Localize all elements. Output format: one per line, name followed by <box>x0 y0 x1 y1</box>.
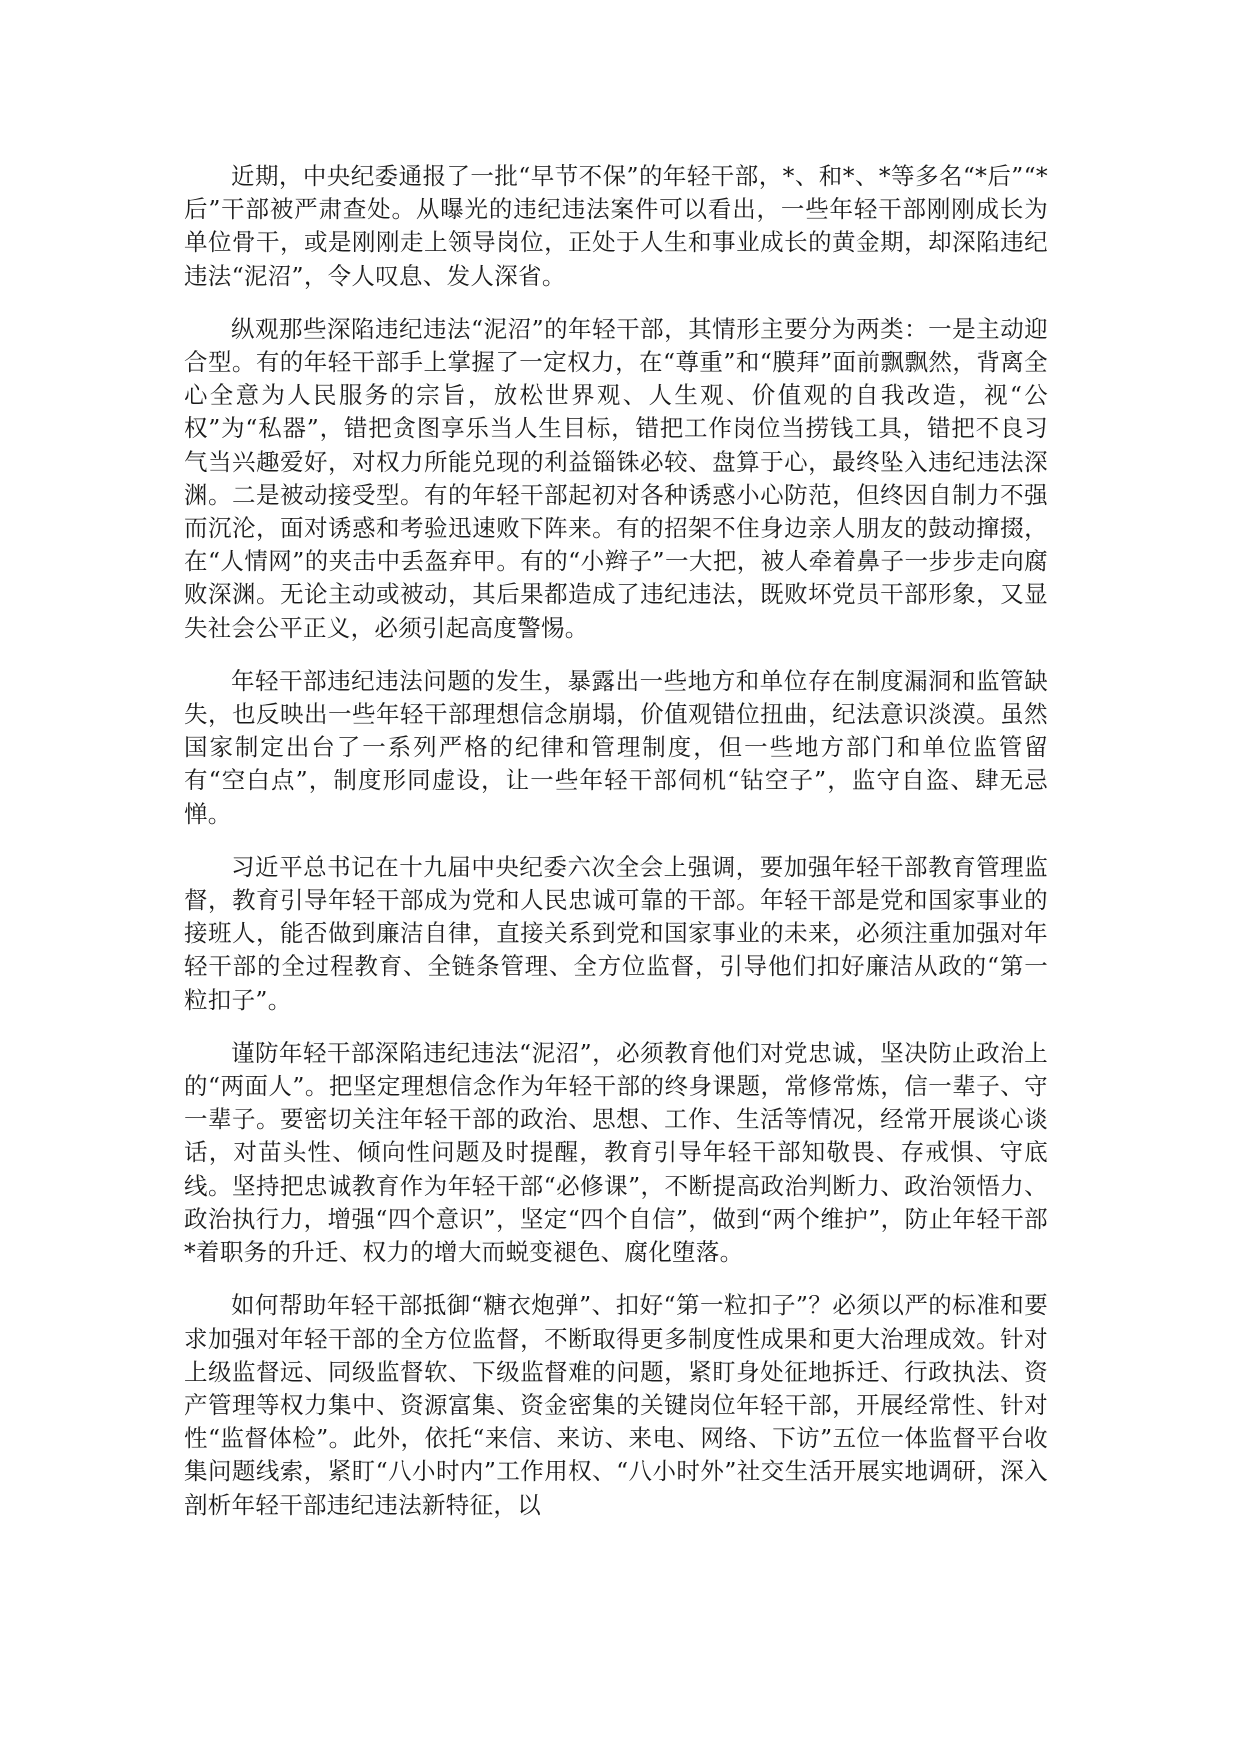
paragraph-2: 纵观那些深陷违纪违法“泥沼”的年轻干部，其情形主要分为两类：一是主动迎合型。有的年轻干部手上掌握了一定权力，在“尊重”和“膜拜”面前飘飘然，背离全心全意为人民服务的宗旨，放松世界观、人生观、价值观的自我改造，视“公权”为“私器”，错把贪图享乐当人生目标，错把工作岗位当捞钱工具，错把不良习气当兴趣爱好，对权力所能兑现的利益锱铢必较、盘算于心，最终坠入违纪违法深渊。二是被动接受型。有的年轻干部起初对各种诱惑小心防范，但终因自制力不强而沉沦，面对诱惑和考验迅速败下阵来。有的招架不住身边亲人朋友的鼓动撺掇，在“人情网”的夹击中丢盔弃甲。有的“小辫子”一大把，被人牵着鼻子一步步走向腐败深渊。无论主动或被动，其后果都造成了违纪违法，既败坏党员干部形象，又显失社会公平正义，必须引起高度警惕。 <box>184 314 1048 642</box>
document-body <box>184 160 1048 1542</box>
paragraph-3: 年轻干部违纪违法问题的发生，暴露出一些地方和单位存在制度漏洞和监管缺失，也反映出一些年轻干部理想信念崩塌，价值观错位扭曲，纪法意识淡漠。虽然国家制定出台了一系列严格的纪律和管理制度，但一些地方部门和单位监管留有“空白点”，制度形同虚设，让一些年轻干部伺机“钻空子”，监守自盗、肆无忌惮。 <box>184 666 1048 828</box>
paragraph-1: 近期，中央纪委通报了一批“早节不保”的年轻干部，*、和*、*等多名“*后”“*后”干部被严肃查处。从曝光的违纪违法案件可以看出，一些年轻干部刚刚成长为单位骨干，或是刚刚走上领导岗位，正处于人生和事业成长的黄金期，却深陷违纪违法“泥沼”，令人叹息、发人深省。 <box>184 162 1048 290</box>
paragraph-5: 谨防年轻干部深陷违纪违法“泥沼”，必须教育他们对党忠诚，坚决防止政治上的“两面人”。把坚定理想信念作为年轻干部的终身课题，常修常炼，信一辈子、守一辈子。要密切关注年轻干部的政治、思想、工作、生活等情况，经常开展谈心谈话，对苗头性、倾向性问题及时提醒，教育引导年轻干部知敬畏、存戒惧、守底线。坚持把忠诚教育作为年轻干部“必修课”，不断提高政治判断力、政治领悟力、政治执行力，增强“四个意识”，坚定“四个自信”，做到“两个维护”，防止年轻干部*着职务的升迁、权力的增大而蜕变褪色、腐化堕落。 <box>184 1038 1048 1267</box>
paragraph-4: 习近平总书记在十九届中央纪委六次全会上强调，要加强年轻干部教育管理监督，教育引导年轻干部成为党和人民忠诚可靠的干部。年轻干部是党和国家事业的接班人，能否做到廉洁自律，直接关系到党和国家事业的未来，必须注重加强对年轻干部的全过程教育、全链条管理、全方位监督，引导他们扣好廉洁从政的“第一粒扣子”。 <box>184 852 1048 1014</box>
paragraph-6: 如何帮助年轻干部抵御“糖衣炮弹”、扣好“第一粒扣子”？必须以严的标准和要求加强对年轻干部的全方位监督，不断取得更多制度性成果和更大治理成效。针对上级监督远、同级监督软、下级监督难的问题，紧盯身处征地拆迁、行政执法、资产管理等权力集中、资源富集、资金密集的关键岗位年轻干部，开展经常性、针对性“监督体检”。此外，依托“来信、来访、来电、网络、下访”五位一体监督平台收集问题线索，紧盯“八小时内”工作用权、“八小时外”社交生活开展实地调研，深入剖析年轻干部违纪违法新特征，以 <box>184 1291 1048 1519</box>
